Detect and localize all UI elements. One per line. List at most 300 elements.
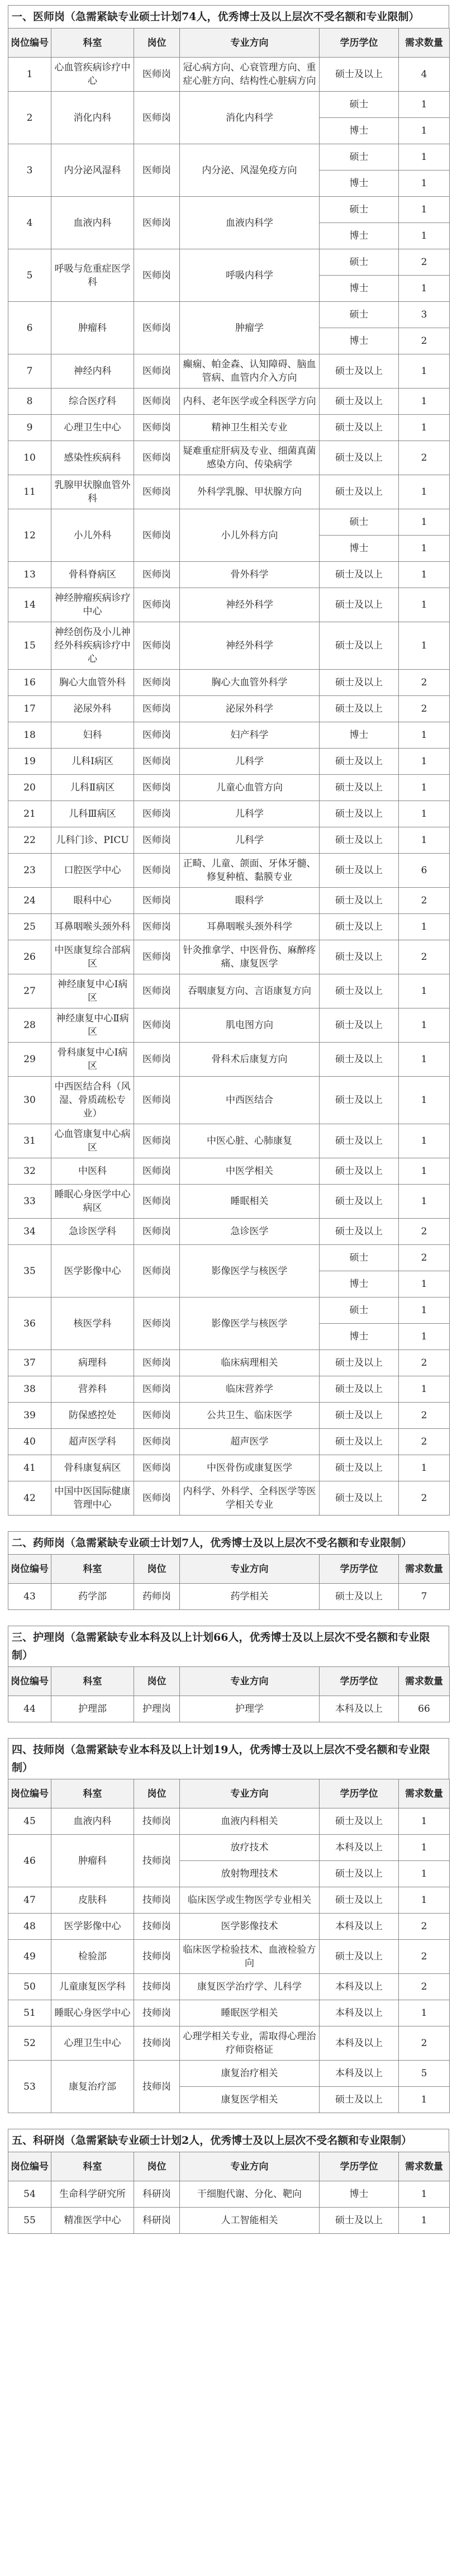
cell-post: 医师岗 <box>134 1077 180 1124</box>
cell-id: 51 <box>8 2000 51 2026</box>
cell-count: 2 <box>399 888 450 914</box>
header-id: 岗位编号 <box>8 1779 51 1808</box>
cell-dept: 中国中医国际健康管理中心 <box>51 1481 134 1516</box>
cell-id: 34 <box>8 1219 51 1245</box>
cell-count: 2 <box>399 249 450 276</box>
cell-degree: 本科及以上 <box>320 2026 399 2061</box>
cell-count: 1 <box>399 1185 450 1219</box>
cell-dept: 儿科Ⅰ病区 <box>51 749 134 775</box>
cell-count: 1 <box>399 2087 450 2113</box>
cell-count: 1 <box>399 562 450 588</box>
cell-degree: 硕士 <box>320 1298 399 1324</box>
cell-post: 护理岗 <box>134 1696 180 1722</box>
cell-degree: 硕士及以上 <box>320 974 399 1008</box>
cell-id: 12 <box>8 509 51 562</box>
cell-dept: 骨科康复病区 <box>51 1455 134 1481</box>
cell-major: 临床病理相关 <box>180 1350 320 1376</box>
table-row <box>8 1696 450 1722</box>
cell-major: 儿科学 <box>180 801 320 827</box>
section <box>8 1626 449 1722</box>
cell-dept: 睡眠心身医学中心病区 <box>51 1185 134 1219</box>
cell-major: 超声医学 <box>180 1429 320 1455</box>
cell-dept: 妇科 <box>51 722 134 749</box>
cell-degree: 本科及以上 <box>320 2061 399 2087</box>
header-id: 岗位编号 <box>8 1667 51 1696</box>
cell-count: 2 <box>399 1481 450 1516</box>
cell-count: 1 <box>399 144 450 171</box>
cell-major: 干细胞代谢、分化、靶向 <box>180 2181 320 2208</box>
cell-post: 医师岗 <box>134 974 180 1008</box>
cell-post: 医师岗 <box>134 888 180 914</box>
cell-dept: 小儿外科 <box>51 509 134 562</box>
cell-count: 1 <box>399 1124 450 1158</box>
cell-post: 医师岗 <box>134 58 180 92</box>
cell-post: 医师岗 <box>134 144 180 197</box>
cell-id: 38 <box>8 1376 51 1403</box>
cell-dept: 中医科 <box>51 1158 134 1185</box>
cell-post: 技师岗 <box>134 1887 180 1914</box>
cell-major: 医学影像技术 <box>180 1914 320 1940</box>
cell-count: 66 <box>399 1696 450 1722</box>
table-row <box>8 509 450 536</box>
cell-id: 43 <box>8 1584 51 1610</box>
cell-count: 1 <box>399 1008 450 1043</box>
header-row <box>8 1555 450 1584</box>
position-table <box>8 28 450 1516</box>
header-degree: 学历学位 <box>320 1667 399 1696</box>
cell-dept: 生命科学研究所 <box>51 2181 134 2208</box>
cell-post: 医师岗 <box>134 1124 180 1158</box>
cell-degree: 硕士及以上 <box>320 415 399 441</box>
cell-id: 1 <box>8 58 51 92</box>
cell-id: 20 <box>8 775 51 801</box>
cell-major: 康复医学治疗学、儿科学 <box>180 1974 320 2000</box>
header-major: 专业方向 <box>180 1667 320 1696</box>
header-id: 岗位编号 <box>8 2152 51 2181</box>
cell-degree: 硕士及以上 <box>320 1887 399 1914</box>
cell-id: 31 <box>8 1124 51 1158</box>
cell-major: 内科学、外科学、全科医学等医学相关专业 <box>180 1481 320 1516</box>
cell-count: 2 <box>399 441 450 475</box>
cell-dept: 耳鼻咽喉头颈外科 <box>51 914 134 940</box>
cell-count: 1 <box>399 1158 450 1185</box>
cell-post: 医师岗 <box>134 1403 180 1429</box>
section <box>8 5 449 1516</box>
cell-major: 疑难重症肝病及专业、细菌真菌感染方向、传染病学 <box>180 441 320 475</box>
cell-post: 技师岗 <box>134 1940 180 1974</box>
cell-major: 睡眠相关 <box>180 1185 320 1219</box>
cell-major: 呼吸内科学 <box>180 249 320 302</box>
cell-post: 医师岗 <box>134 1481 180 1516</box>
cell-count: 1 <box>399 1861 450 1887</box>
cell-id: 37 <box>8 1350 51 1376</box>
header-major: 专业方向 <box>180 1779 320 1808</box>
cell-post: 医师岗 <box>134 562 180 588</box>
section-title: 一、医师岗（急需紧缺专业硕士计划74人，优秀博士及以上层次不受名额和专业限制） <box>8 5 449 28</box>
cell-count: 1 <box>399 1455 450 1481</box>
cell-dept: 病理科 <box>51 1350 134 1376</box>
cell-dept: 检验部 <box>51 1940 134 1974</box>
cell-count: 7 <box>399 1584 450 1610</box>
table-row <box>8 389 450 415</box>
cell-degree: 硕士及以上 <box>320 622 399 670</box>
cell-degree: 博士 <box>320 171 399 197</box>
cell-dept: 皮肤科 <box>51 1887 134 1914</box>
section-title: 四、技师岗（急需紧缺专业本科及以上计划19人，优秀博士及以上层次不受名额和专业限制） <box>8 1738 449 1779</box>
cell-major: 儿科学 <box>180 827 320 854</box>
cell-degree: 硕士及以上 <box>320 1376 399 1403</box>
cell-dept: 儿科门诊、PICU <box>51 827 134 854</box>
cell-dept: 神经康复中心Ⅱ病区 <box>51 1008 134 1043</box>
cell-post: 医师岗 <box>134 827 180 854</box>
cell-degree: 博士 <box>320 1324 399 1350</box>
cell-degree: 硕士及以上 <box>320 940 399 974</box>
table-row <box>8 475 450 509</box>
cell-dept: 医学影像中心 <box>51 1914 134 1940</box>
table-row <box>8 441 450 475</box>
cell-dept: 内分泌风湿科 <box>51 144 134 197</box>
cell-major: 眼科学 <box>180 888 320 914</box>
cell-degree: 硕士 <box>320 509 399 536</box>
cell-id: 39 <box>8 1403 51 1429</box>
cell-dept: 超声医学科 <box>51 1429 134 1455</box>
cell-count: 2 <box>399 2026 450 2061</box>
cell-post: 医师岗 <box>134 1219 180 1245</box>
cell-degree: 硕士及以上 <box>320 441 399 475</box>
cell-post: 医师岗 <box>134 354 180 389</box>
cell-id: 24 <box>8 888 51 914</box>
cell-major: 神经外科学 <box>180 622 320 670</box>
cell-id: 48 <box>8 1914 51 1940</box>
cell-id: 26 <box>8 940 51 974</box>
section-title: 三、护理岗（急需紧缺专业本科及以上计划66人，优秀博士及以上层次不受名额和专业限制） <box>8 1626 449 1666</box>
cell-count: 2 <box>399 1429 450 1455</box>
cell-count: 1 <box>399 118 450 144</box>
cell-post: 医师岗 <box>134 588 180 622</box>
cell-major: 癫痫、帕金森、认知障碍、脑血管病、血管内介入方向 <box>180 354 320 389</box>
cell-dept: 神经内科 <box>51 354 134 389</box>
cell-post: 技师岗 <box>134 2061 180 2113</box>
cell-id: 25 <box>8 914 51 940</box>
cell-dept: 营养科 <box>51 1376 134 1403</box>
table-row <box>8 415 450 441</box>
cell-dept: 肿瘤科 <box>51 302 134 354</box>
cell-degree: 硕士 <box>320 302 399 328</box>
cell-count: 1 <box>399 1887 450 1914</box>
cell-id: 7 <box>8 354 51 389</box>
header-row <box>8 2152 450 2181</box>
cell-count: 1 <box>399 197 450 223</box>
cell-major: 肌电图方向 <box>180 1008 320 1043</box>
cell-degree: 硕士及以上 <box>320 2087 399 2113</box>
cell-degree: 硕士 <box>320 1245 399 1271</box>
cell-major: 泌尿外科学 <box>180 696 320 722</box>
table-row <box>8 1124 450 1158</box>
cell-id: 32 <box>8 1158 51 1185</box>
header-count: 需求数量 <box>399 1667 450 1696</box>
cell-count: 1 <box>399 1835 450 1861</box>
cell-dept: 精准医学中心 <box>51 2208 134 2234</box>
cell-id: 2 <box>8 92 51 144</box>
cell-major: 中医心脏、心肺康复 <box>180 1124 320 1158</box>
cell-degree: 硕士及以上 <box>320 2208 399 2234</box>
cell-degree: 硕士 <box>320 92 399 118</box>
cell-degree: 硕士及以上 <box>320 854 399 888</box>
cell-id: 52 <box>8 2026 51 2061</box>
cell-dept: 药学部 <box>51 1584 134 1610</box>
header-count: 需求数量 <box>399 1555 450 1584</box>
cell-count: 1 <box>399 536 450 562</box>
cell-degree: 硕士及以上 <box>320 888 399 914</box>
cell-degree: 硕士 <box>320 249 399 276</box>
cell-id: 36 <box>8 1298 51 1350</box>
cell-post: 技师岗 <box>134 1835 180 1887</box>
cell-dept: 儿科Ⅲ病区 <box>51 801 134 827</box>
table-row <box>8 58 450 92</box>
cell-degree: 硕士及以上 <box>320 389 399 415</box>
cell-degree: 硕士及以上 <box>320 1455 399 1481</box>
cell-post: 科研岗 <box>134 2208 180 2234</box>
cell-degree: 硕士及以上 <box>320 1481 399 1516</box>
header-dept: 科室 <box>51 1779 134 1808</box>
table-row <box>8 940 450 974</box>
header-row <box>8 1779 450 1808</box>
cell-post: 医师岗 <box>134 1376 180 1403</box>
cell-count: 1 <box>399 389 450 415</box>
cell-major: 小儿外科方向 <box>180 509 320 562</box>
cell-count: 1 <box>399 827 450 854</box>
cell-id: 30 <box>8 1077 51 1124</box>
cell-id: 28 <box>8 1008 51 1043</box>
cell-post: 药师岗 <box>134 1584 180 1610</box>
cell-id: 35 <box>8 1245 51 1298</box>
cell-post: 医师岗 <box>134 749 180 775</box>
cell-id: 46 <box>8 1835 51 1887</box>
cell-degree: 硕士及以上 <box>320 801 399 827</box>
table-row <box>8 1429 450 1455</box>
cell-major: 影像医学与核医学 <box>180 1298 320 1350</box>
cell-id: 21 <box>8 801 51 827</box>
cell-id: 49 <box>8 1940 51 1974</box>
table-row <box>8 2181 450 2208</box>
cell-count: 1 <box>399 509 450 536</box>
cell-post: 医师岗 <box>134 415 180 441</box>
header-degree: 学历学位 <box>320 29 399 58</box>
cell-dept: 泌尿外科 <box>51 696 134 722</box>
cell-major: 吞咽康复方向、言语康复方向 <box>180 974 320 1008</box>
cell-dept: 呼吸与危重症医学科 <box>51 249 134 302</box>
cell-count: 2 <box>399 696 450 722</box>
header-count: 需求数量 <box>399 2152 450 2181</box>
header-major: 专业方向 <box>180 2152 320 2181</box>
cell-count: 2 <box>399 1350 450 1376</box>
cell-major: 急诊医学 <box>180 1219 320 1245</box>
cell-count: 1 <box>399 475 450 509</box>
cell-post: 医师岗 <box>134 1455 180 1481</box>
table-row <box>8 1158 450 1185</box>
cell-major: 睡眠医学相关 <box>180 2000 320 2026</box>
table-row <box>8 1077 450 1124</box>
table-row <box>8 302 450 328</box>
position-table <box>8 1554 450 1610</box>
cell-id: 55 <box>8 2208 51 2234</box>
cell-id: 41 <box>8 1455 51 1481</box>
cell-id: 54 <box>8 2181 51 2208</box>
cell-count: 1 <box>399 1324 450 1350</box>
cell-major: 正畸、儿童、颌面、牙体牙髓、修复种植、黏膜专业 <box>180 854 320 888</box>
cell-count: 1 <box>399 1808 450 1835</box>
cell-count: 1 <box>399 2208 450 2234</box>
cell-major: 心理学相关专业，需取得心理治疗师资格证 <box>180 2026 320 2061</box>
header-degree: 学历学位 <box>320 1779 399 1808</box>
position-table <box>8 1779 450 2113</box>
cell-degree: 硕士及以上 <box>320 1429 399 1455</box>
cell-count: 2 <box>399 1914 450 1940</box>
cell-count: 1 <box>399 722 450 749</box>
cell-id: 11 <box>8 475 51 509</box>
cell-post: 医师岗 <box>134 1245 180 1298</box>
cell-id: 10 <box>8 441 51 475</box>
cell-id: 42 <box>8 1481 51 1516</box>
cell-count: 1 <box>399 92 450 118</box>
table-row <box>8 696 450 722</box>
table-row <box>8 1455 450 1481</box>
cell-post: 医师岗 <box>134 441 180 475</box>
cell-post: 医师岗 <box>134 1043 180 1077</box>
cell-id: 18 <box>8 722 51 749</box>
cell-id: 3 <box>8 144 51 197</box>
header-post: 岗位 <box>134 1555 180 1584</box>
cell-id: 50 <box>8 1974 51 2000</box>
table-row <box>8 2026 450 2061</box>
table-row <box>8 1584 450 1610</box>
cell-major: 护理学 <box>180 1696 320 1722</box>
cell-major: 中医骨伤或康复医学 <box>180 1455 320 1481</box>
cell-id: 53 <box>8 2061 51 2113</box>
cell-degree: 博士 <box>320 328 399 354</box>
cell-post: 医师岗 <box>134 92 180 144</box>
cell-id: 8 <box>8 389 51 415</box>
table-row <box>8 749 450 775</box>
cell-count: 1 <box>399 974 450 1008</box>
cell-major: 儿科学 <box>180 749 320 775</box>
table-row <box>8 622 450 670</box>
cell-major: 外科学乳腺、甲状腺方向 <box>180 475 320 509</box>
table-row <box>8 588 450 622</box>
cell-degree: 硕士及以上 <box>320 1124 399 1158</box>
cell-degree: 硕士及以上 <box>320 58 399 92</box>
cell-major: 影像医学与核医学 <box>180 1245 320 1298</box>
cell-major: 儿童心血管方向 <box>180 775 320 801</box>
cell-degree: 本科及以上 <box>320 1835 399 1861</box>
table-row <box>8 2000 450 2026</box>
cell-major: 胸心大血管外科学 <box>180 670 320 696</box>
cell-degree: 硕士及以上 <box>320 1940 399 1974</box>
cell-id: 23 <box>8 854 51 888</box>
cell-count: 1 <box>399 1271 450 1298</box>
cell-major: 放射物理技术 <box>180 1861 320 1887</box>
cell-dept: 睡眠心身医学中心 <box>51 2000 134 2026</box>
cell-post: 医师岗 <box>134 1008 180 1043</box>
cell-dept: 儿童康复医学科 <box>51 1974 134 2000</box>
table-row <box>8 801 450 827</box>
cell-degree: 硕士及以上 <box>320 354 399 389</box>
cell-degree: 本科及以上 <box>320 1974 399 2000</box>
cell-post: 医师岗 <box>134 1185 180 1219</box>
cell-degree: 硕士及以上 <box>320 1077 399 1124</box>
table-row <box>8 354 450 389</box>
cell-dept: 心血管疾病诊疗中心 <box>51 58 134 92</box>
cell-degree: 硕士 <box>320 144 399 171</box>
cell-post: 医师岗 <box>134 1429 180 1455</box>
table-row <box>8 974 450 1008</box>
table-row <box>8 1245 450 1271</box>
cell-degree: 博士 <box>320 1271 399 1298</box>
table-row <box>8 854 450 888</box>
cell-count: 1 <box>399 914 450 940</box>
cell-major: 消化内科学 <box>180 92 320 144</box>
cell-degree: 博士 <box>320 276 399 302</box>
section <box>8 1531 449 1610</box>
cell-degree: 硕士及以上 <box>320 1403 399 1429</box>
cell-degree: 博士 <box>320 2181 399 2208</box>
header-row <box>8 29 450 58</box>
cell-dept: 乳腺甲状腺血管外科 <box>51 475 134 509</box>
header-post: 岗位 <box>134 29 180 58</box>
cell-major: 肿瘤学 <box>180 302 320 354</box>
cell-dept: 神经康复中心Ⅰ病区 <box>51 974 134 1008</box>
cell-major: 冠心病方向、心衰管理方向、重症心脏方向、结构性心脏病方向 <box>180 58 320 92</box>
table-row <box>8 827 450 854</box>
cell-count: 1 <box>399 1077 450 1124</box>
cell-degree: 硕士及以上 <box>320 1861 399 1887</box>
cell-major: 骨外科学 <box>180 562 320 588</box>
cell-degree: 硕士及以上 <box>320 1584 399 1610</box>
section-title: 二、药师岗（急需紧缺专业硕士计划7人，优秀博士及以上层次不受名额和专业限制） <box>8 1531 449 1554</box>
cell-dept: 中西医结合科（风湿、骨质疏松专业） <box>51 1077 134 1124</box>
table-row <box>8 249 450 276</box>
cell-post: 技师岗 <box>134 1974 180 2000</box>
cell-post: 医师岗 <box>134 775 180 801</box>
cell-count: 2 <box>399 1403 450 1429</box>
cell-dept: 心血管康复中心病区 <box>51 1124 134 1158</box>
header-id: 岗位编号 <box>8 1555 51 1584</box>
cell-major: 耳鼻咽喉头颈外科学 <box>180 914 320 940</box>
cell-major: 人工智能相关 <box>180 2208 320 2234</box>
cell-dept: 血液内科 <box>51 1808 134 1835</box>
cell-count: 1 <box>399 276 450 302</box>
cell-degree: 本科及以上 <box>320 1696 399 1722</box>
cell-major: 内分泌、风湿免疫方向 <box>180 144 320 197</box>
cell-major: 临床医学检验技术、血液检验方向 <box>180 1940 320 1974</box>
cell-post: 医师岗 <box>134 389 180 415</box>
table-row <box>8 1008 450 1043</box>
table-row <box>8 2061 450 2087</box>
header-major: 专业方向 <box>180 1555 320 1584</box>
cell-degree: 硕士及以上 <box>320 562 399 588</box>
cell-degree: 硕士及以上 <box>320 827 399 854</box>
cell-major: 妇产科学 <box>180 722 320 749</box>
cell-id: 22 <box>8 827 51 854</box>
cell-dept: 综合医疗科 <box>51 389 134 415</box>
cell-degree: 硕士及以上 <box>320 475 399 509</box>
cell-count: 4 <box>399 58 450 92</box>
cell-degree: 博士 <box>320 536 399 562</box>
table-row <box>8 197 450 223</box>
cell-id: 14 <box>8 588 51 622</box>
cell-post: 医师岗 <box>134 475 180 509</box>
cell-count: 2 <box>399 670 450 696</box>
